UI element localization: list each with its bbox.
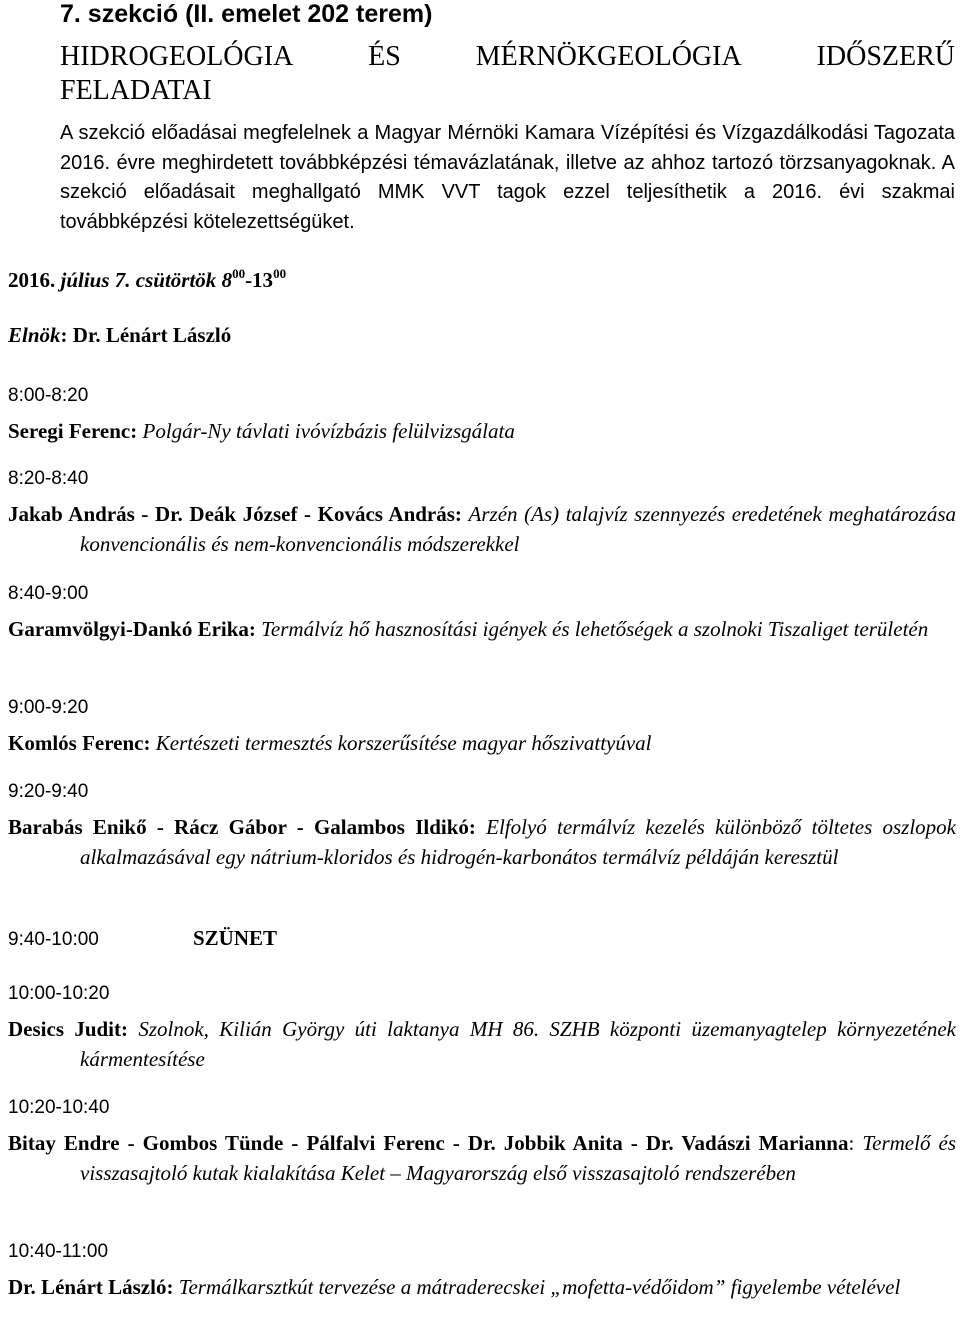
entry-separator: : xyxy=(848,1131,863,1155)
entry-talk xyxy=(8,614,956,644)
main-title-word: MÉRNÖKGEOLÓGIA xyxy=(475,41,742,72)
entry-title: Elfolyó termálvíz kezelés különböző töltetes oszlopok alkalmazásával egy nátrium-kloridos és hidrogén-karbonátos termálvíz példáján keresztül xyxy=(80,815,957,869)
program-entry xyxy=(8,1238,956,1302)
program-entry xyxy=(8,1094,956,1188)
main-title-line-2: FELADATAI xyxy=(60,75,212,106)
main-title-word: ÉS xyxy=(368,41,401,72)
entry-time: 8:40-9:00 xyxy=(8,583,89,604)
entry-speakers: Komlós Ferenc: xyxy=(8,731,151,755)
entry-title: Termálkarsztkút tervezése a mátraderecskei „mofetta-védőidom” figyelembe vételével xyxy=(178,1275,901,1299)
section-heading: 7. szekció (II. emelet 202 terem) xyxy=(60,0,433,28)
date-start-minutes: 00 xyxy=(232,266,246,281)
date-day: július 7. csütörtök xyxy=(60,268,217,292)
program-entry xyxy=(8,580,956,644)
entry-time: 9:00-9:20 xyxy=(8,697,89,718)
entry-speakers: Jakab András - Dr. Deák József - Kovács András: xyxy=(8,502,462,526)
program-entry xyxy=(8,778,956,872)
entry-speakers: Seregi Ferenc: xyxy=(8,419,138,443)
section-main-title xyxy=(60,40,955,108)
program-entry xyxy=(8,980,956,1074)
entry-time: 8:20-8:40 xyxy=(8,468,89,489)
program-entry xyxy=(8,694,956,758)
entry-speakers: Bitay Endre - Gombos Tünde - Pálfalvi Ferenc - Dr. Jobbik Anita - Dr. Vadászi Marianna xyxy=(8,1131,849,1155)
entry-time: 10:40-11:00 xyxy=(8,1241,109,1262)
entry-title: Termelő és visszasajtoló kutak kialakítása Kelet – Magyarország első visszasajtoló rendszerében xyxy=(80,1131,956,1185)
session-chair xyxy=(8,320,231,350)
break-time: 9:40-10:00 xyxy=(8,929,99,950)
session-date xyxy=(8,265,286,295)
program-entry xyxy=(8,382,956,446)
entry-talk xyxy=(8,728,956,758)
entry-title: Arzén (As) talajvíz szennyezés eredetének meghatározása konvencionális és nem-konvencionális módszerekkel xyxy=(80,502,957,556)
date-end-minutes: 00 xyxy=(273,266,287,281)
main-title-word: IDŐSZERŰ xyxy=(816,41,955,72)
break-entry xyxy=(8,924,956,954)
entry-talk xyxy=(8,416,956,446)
entry-talk xyxy=(8,812,956,872)
entry-speakers: Garamvölgyi-Dankó Erika: xyxy=(8,617,256,641)
entry-time: 10:00-10:20 xyxy=(8,983,110,1004)
date-separator: -13 xyxy=(245,268,274,292)
section-intro: A szekció előadásai megfelelnek a Magyar Mérnöki Kamara Vízépítési és Vízgazdálkodási Tagozata 2016. évre meghirdetett továbbképzési témavázlatának, illetve az ahhoz tartozó törzsanyagoknak. A szekció előadásait meghallgató MMK VVT tagok ezzel teljesíthetik a 2016. évi szakmai továbbképzési kötelezettségüket. xyxy=(60,122,955,233)
date-year: 2016. xyxy=(8,268,61,292)
entry-title: Szolnok, Kilián György úti laktanya MH 86. SZHB központi üzemanyagtelep környezetének kármentesítése xyxy=(80,1017,956,1071)
main-title-word: HIDROGEOLÓGIA xyxy=(60,41,294,72)
date-start-hour: 8 xyxy=(216,268,233,292)
entry-speakers: Desics Judit: xyxy=(8,1017,129,1041)
program-entry xyxy=(8,465,956,559)
entry-time: 9:20-9:40 xyxy=(8,781,89,802)
entry-title: Polgár-Ny távlati ivóvízbázis felülvizsgálata xyxy=(142,419,515,443)
entry-speakers: Barabás Enikő - Rácz Gábor - Galambos Ildikó: xyxy=(8,815,476,839)
chair-label: Elnök xyxy=(8,323,61,347)
entry-title: Termálvíz hő hasznosítási igények és lehetőségek a szolnoki Tiszaliget területén xyxy=(261,617,929,641)
entry-title: Kertészeti termesztés korszerűsítése magyar hőszivattyúval xyxy=(155,731,652,755)
break-label: SZÜNET xyxy=(193,926,278,950)
entry-talk xyxy=(8,1272,956,1302)
main-title-line-1 xyxy=(60,40,955,74)
chair-name: : Dr. Lénárt László xyxy=(60,323,232,347)
entry-talk xyxy=(8,1014,956,1074)
entry-time: 10:20-10:40 xyxy=(8,1097,110,1118)
entry-talk xyxy=(8,499,956,559)
entry-time: 8:00-8:20 xyxy=(8,385,89,406)
entry-talk xyxy=(8,1128,956,1188)
entry-speakers: Dr. Lénárt László: xyxy=(8,1275,174,1299)
